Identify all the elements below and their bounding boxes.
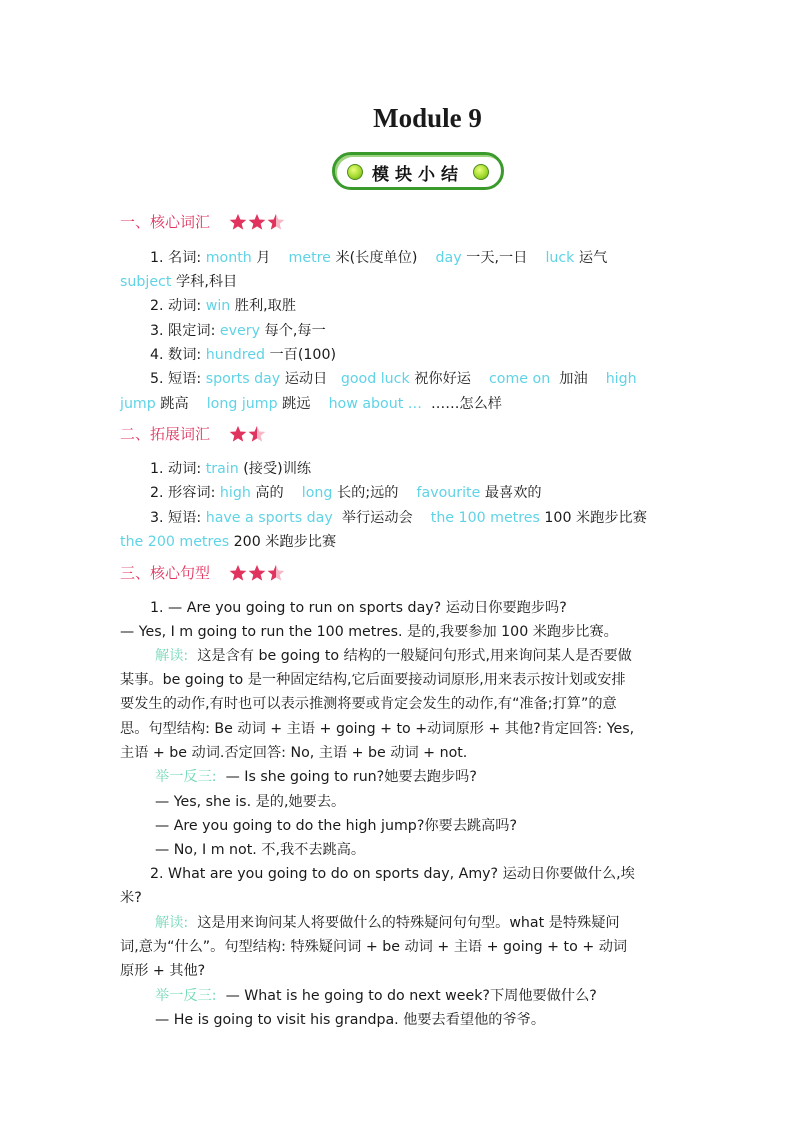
vocab-line: 1. 名词: month 月 metre 米(长度单位) day 一天,一日 luck 运气	[150, 250, 608, 266]
vocab-line: 2. 动词: win 胜利,取胜	[150, 298, 297, 314]
example-line: — Are you going to do the high jump?你要去跳高吗?	[155, 818, 518, 834]
vocab-line: 1. 动词: train (接受)训练	[150, 461, 312, 477]
explanation-line: 原形 + 其他?	[120, 963, 206, 979]
example-line: — He is going to visit his grandpa. 他要去看望他的爷爷。	[155, 1012, 546, 1028]
star-rating-icon	[229, 211, 286, 235]
section-label: 二、拓展词汇	[120, 425, 211, 443]
explanation-line: 要发生的动作,有时也可以表示推测将要或肯定会发生的动作,有“准备;打算”的意	[120, 696, 617, 712]
explanation-line: 解读: 这是含有 be going to 结构的一般疑问句形式,用来询问某人是否要做	[155, 648, 632, 664]
explanation-line: 思。句型结构: Be 动词 + 主语 + going + to +动词原形 + 其他?肯定回答: Yes,	[120, 721, 635, 737]
section-heading-core-sentences	[120, 561, 286, 585]
sentence-line: — Yes, I m going to run the 100 metres. 是的,我要参加 100 米跑步比赛。	[120, 624, 618, 640]
vocab-line: jump 跳高 long jump 跳远 how about … ……怎么样	[120, 396, 502, 412]
section-heading-core-vocab	[120, 210, 286, 234]
explanation-line: 词,意为“什么”。句型结构: 特殊疑问词 + be 动词 + 主语 + going + to + 动词	[120, 939, 628, 955]
star-rating-icon	[229, 423, 267, 447]
vocab-line: 3. 限定词: every 每个,每一	[150, 323, 326, 339]
module-summary-badge	[332, 152, 504, 190]
example-line: — No, I m not. 不,我不去跳高。	[155, 842, 366, 858]
sentence-line: 米?	[120, 890, 142, 906]
example-line: 举一反三: — What is he going to do next week?下周他要做什么?	[155, 988, 597, 1004]
example-line: — Yes, she is. 是的,她要去。	[155, 794, 346, 810]
explanation-line: 解读: 这是用来询问某人将要做什么的特殊疑问句句型。what 是特殊疑问	[155, 915, 620, 931]
vocab-line: the 200 metres 200 米跑步比赛	[120, 534, 337, 550]
page-title: Module 9	[373, 103, 482, 133]
badge-label: 模块小结	[372, 165, 464, 185]
vocab-line: subject 学科,科目	[120, 274, 238, 290]
vocab-line: 5. 短语: sports day 运动日 good luck 祝你好运 come on 加油 high	[150, 371, 637, 387]
explanation-line: 某事。be going to 是一种固定结构,它后面要接动词原形,用来表示按计划或安排	[120, 672, 626, 688]
sentence-line: 1. — Are you going to run on sports day? 运动日你要跑步吗?	[150, 600, 567, 616]
section-label: 一、核心词汇	[120, 213, 211, 231]
star-rating-icon	[229, 562, 286, 586]
example-line: 举一反三: — Is she going to run?她要去跑步吗?	[155, 769, 477, 785]
section-heading-extended-vocab	[120, 422, 267, 446]
sentence-line: 2. What are you going to do on sports day, Amy? 运动日你要做什么,埃	[150, 866, 635, 882]
vocab-line: 4. 数词: hundred 一百(100)	[150, 347, 337, 363]
vocab-line: 3. 短语: have a sports day 举行运动会 the 100 metres 100 米跑步比赛	[150, 510, 647, 526]
vocab-line: 2. 形容词: high 高的 long 长的;远的 favourite 最喜欢的	[150, 485, 542, 501]
explanation-line: 主语 + be 动词.否定回答: No, 主语 + be 动词 + not.	[120, 745, 468, 761]
section-label: 三、核心句型	[120, 564, 211, 582]
green-dot-icon	[473, 164, 489, 180]
